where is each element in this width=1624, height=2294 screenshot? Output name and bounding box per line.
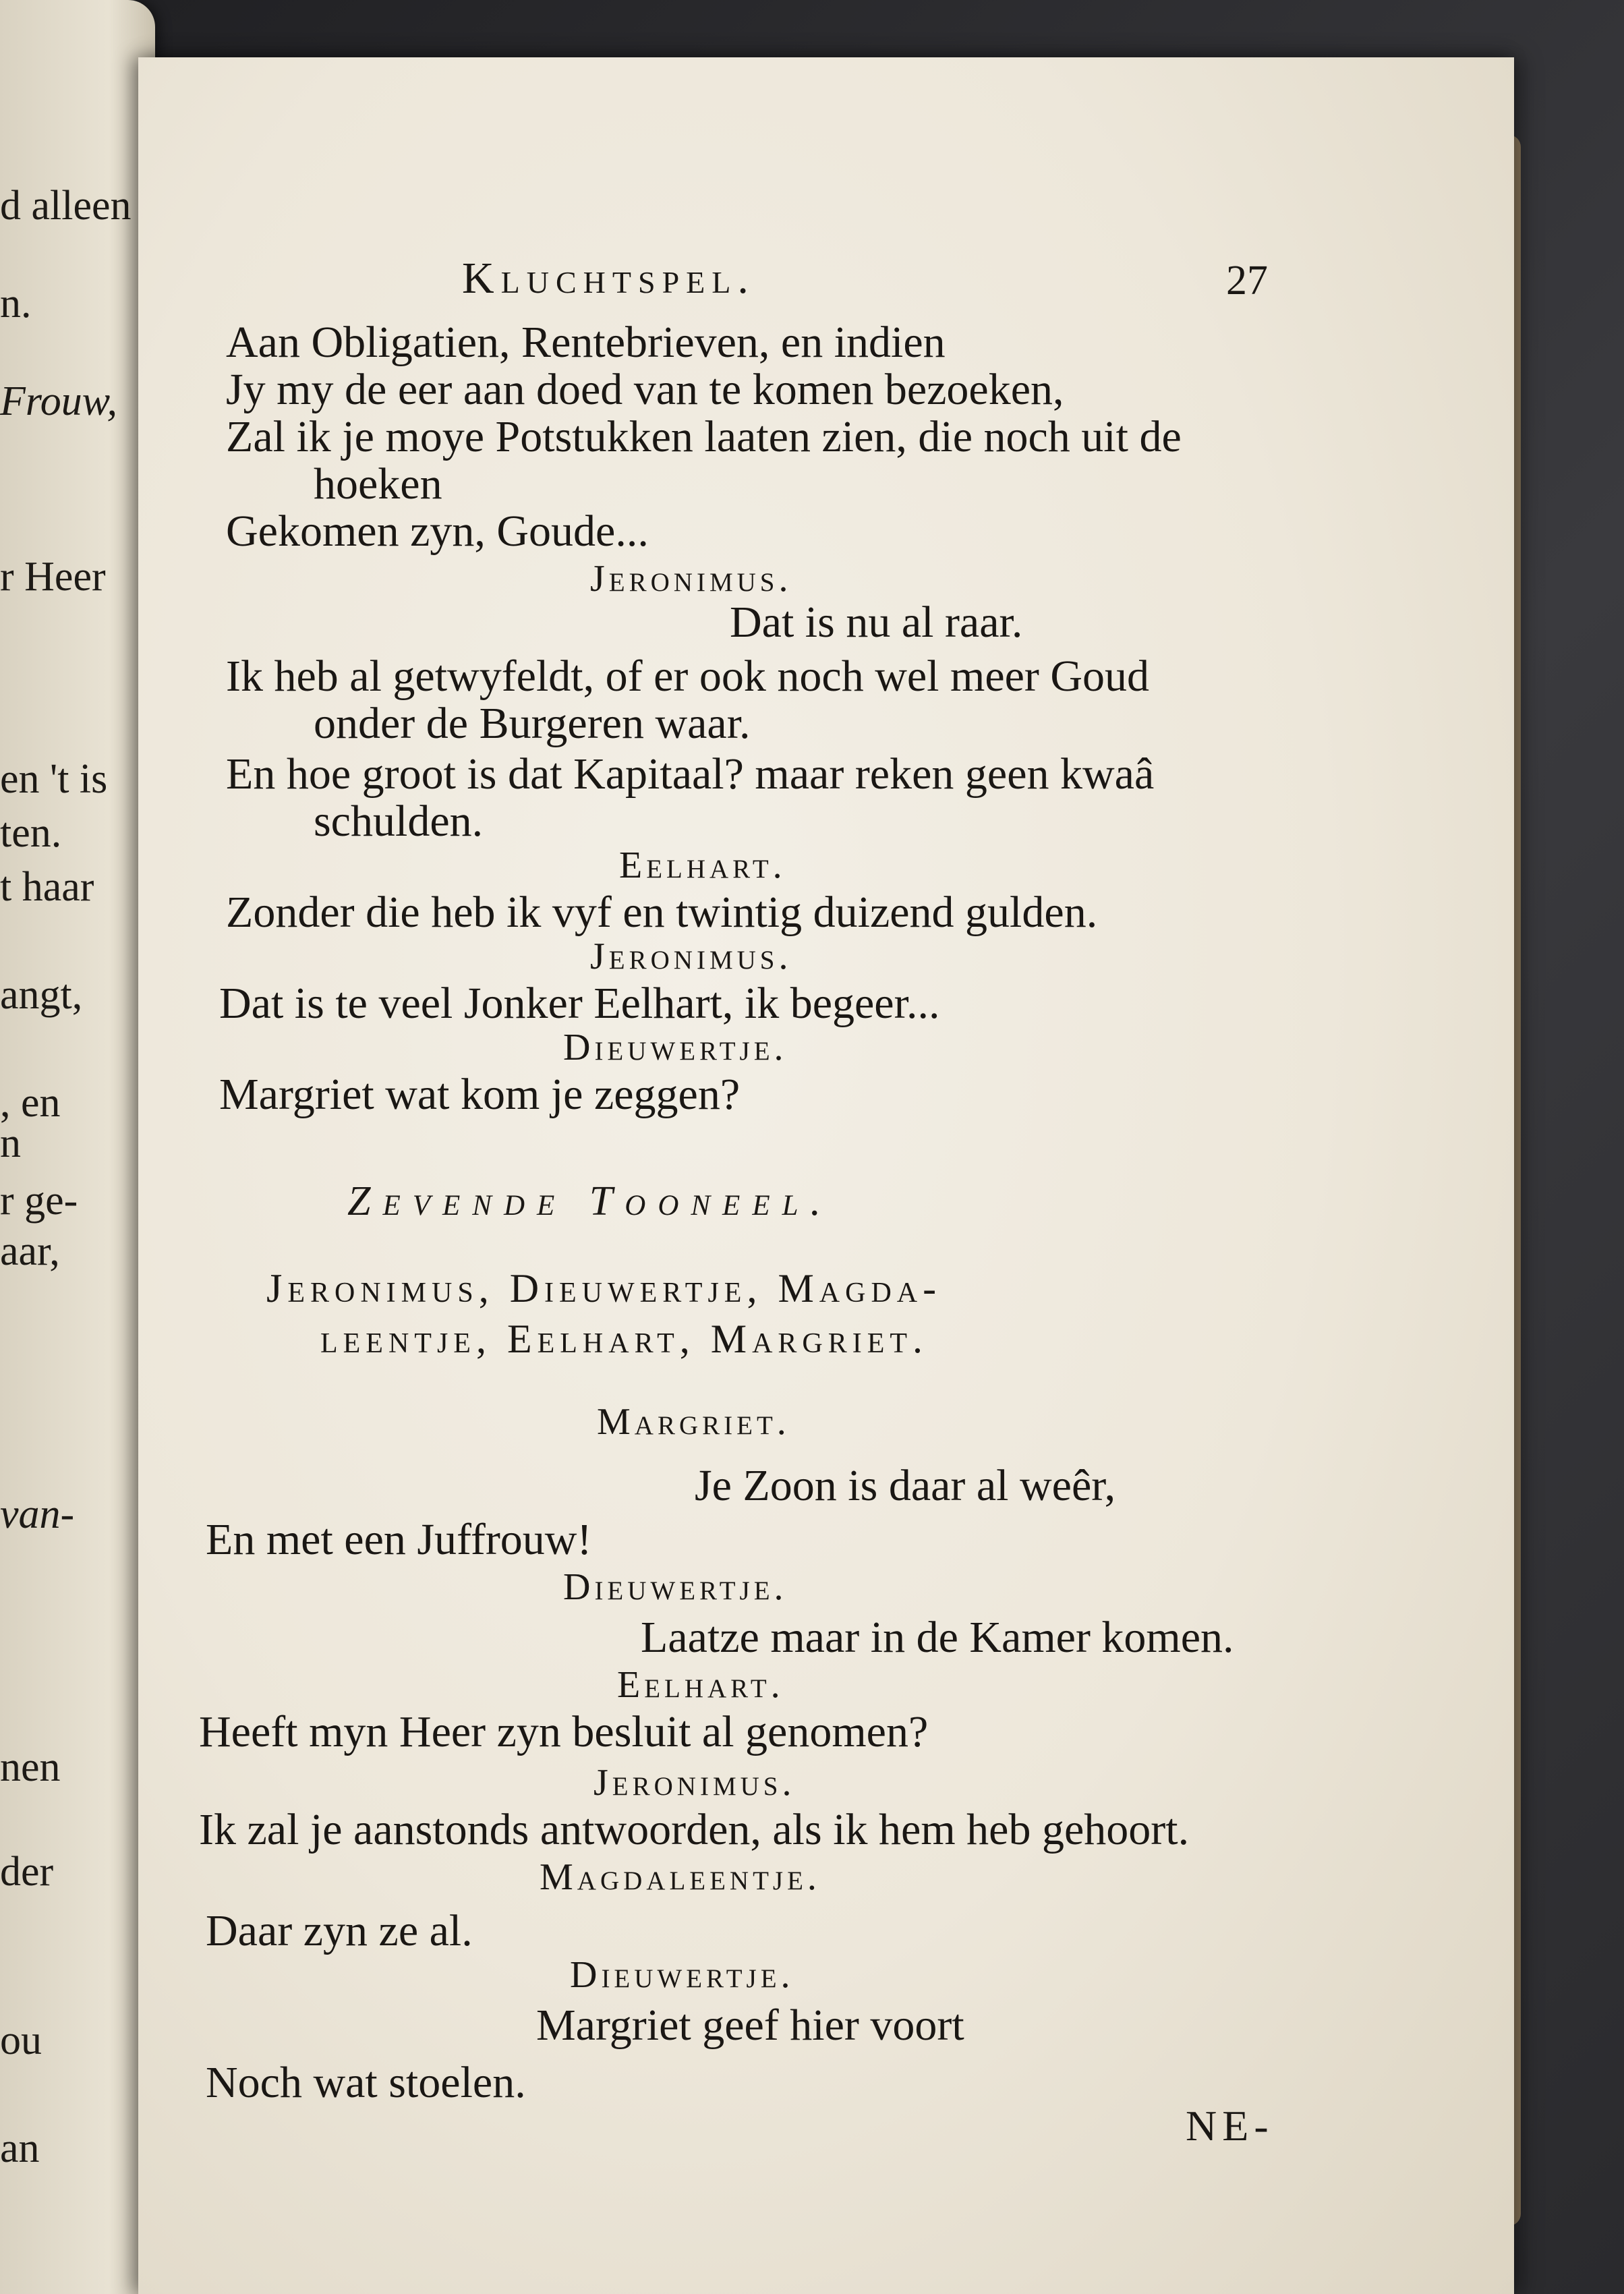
running-head: Kluchtspel. <box>462 254 755 303</box>
verse-line: Aan Obligatien, Rentebrieven, en indien <box>226 318 946 367</box>
speaker-name: Dieuwertje. <box>570 1954 794 1996</box>
verse-line: Je Zoon is daar al weêr, <box>695 1461 1116 1510</box>
left-fragment: an <box>0 2125 40 2171</box>
verse-line: Ik heb al getwyfeldt, of er ook noch wel meer Goud <box>226 652 1150 701</box>
verse-line: Daar zyn ze al. <box>206 1906 473 1955</box>
left-fragment: ten. <box>0 810 62 856</box>
speaker-name: Magdaleentje. <box>540 1856 821 1898</box>
verse-line: Margriet wat kom je zeggen? <box>219 1070 741 1119</box>
left-fragment: van- <box>0 1491 75 1537</box>
verse-line: Dat is te veel Jonker Eelhart, ik begeer... <box>219 979 940 1028</box>
left-fragment: r ge- <box>0 1178 78 1224</box>
left-fragment: t haar <box>0 864 94 910</box>
verse-line: Heeft myn Heer zyn besluit al genomen? <box>199 1707 929 1756</box>
verse-line: schulden. <box>314 797 484 846</box>
catchword: NE- <box>1186 2102 1274 2150</box>
speaker-name: Jeronimus. <box>593 1762 796 1804</box>
left-fragment: der <box>0 1849 54 1895</box>
left-fragment: aar, <box>0 1228 60 1274</box>
verse-line: Ik zal je aanstonds antwoorden, als ik hem heb gehoort. <box>199 1805 1190 1854</box>
cast-list: Jeronimus, Dieuwertje, Magda- <box>266 1266 942 1311</box>
verse-line: En hoe groot is dat Kapitaal? maar reken geen kwaâ <box>226 749 1155 799</box>
verse-line: Zal ik je moye Potstukken laaten zien, die noch uit de <box>226 412 1182 461</box>
verse-line: Margriet geef hier voort <box>536 2001 964 2050</box>
speaker-name: Dieuwertje. <box>563 1566 788 1608</box>
verse-line: Jy my de eer aan doed van te komen bezoeken, <box>226 365 1064 414</box>
left-fragment: nen <box>0 1744 61 1790</box>
verse-line: En met een Juffrouw! <box>206 1515 592 1564</box>
verse-line: Zonder die heb ik vyf en twintig duizend gulden. <box>226 888 1098 937</box>
speaker-name: Dieuwertje. <box>563 1027 788 1068</box>
verse-line: Noch wat stoelen. <box>206 2058 526 2107</box>
verse-line: Gekomen zyn, Goude... <box>226 507 649 556</box>
left-fragment: Frouw, <box>0 378 117 424</box>
left-fragment: en 't is <box>0 756 108 802</box>
speaker-name: Jeronimus. <box>590 558 792 600</box>
speaker-name: Margriet. <box>597 1401 790 1443</box>
speaker-name: Eelhart. <box>617 1664 784 1706</box>
left-fragment: d alleen <box>0 183 132 229</box>
left-fragment: n. <box>0 281 32 326</box>
speaker-name: Eelhart. <box>619 844 786 886</box>
left-fragment: , en <box>0 1080 61 1126</box>
left-fragment: r Heer <box>0 554 106 600</box>
verse-line: Dat is nu al raar. <box>730 598 1023 647</box>
left-page <box>0 0 155 2294</box>
page-number: 27 <box>1226 258 1268 304</box>
verse-line: Laatze maar in de Kamer komen. <box>641 1613 1234 1662</box>
scene-title: Zevende Tooneel. <box>347 1178 833 1224</box>
left-fragment: n <box>0 1120 21 1166</box>
left-fragment: angt, <box>0 972 83 1018</box>
verse-line: hoeken <box>314 459 442 509</box>
verse-line: onder de Burgeren waar. <box>314 699 751 748</box>
speaker-name: Jeronimus. <box>590 936 792 977</box>
left-fragment: ou <box>0 2017 42 2063</box>
cast-list: leentje, Eelhart, Margriet. <box>320 1317 929 1361</box>
